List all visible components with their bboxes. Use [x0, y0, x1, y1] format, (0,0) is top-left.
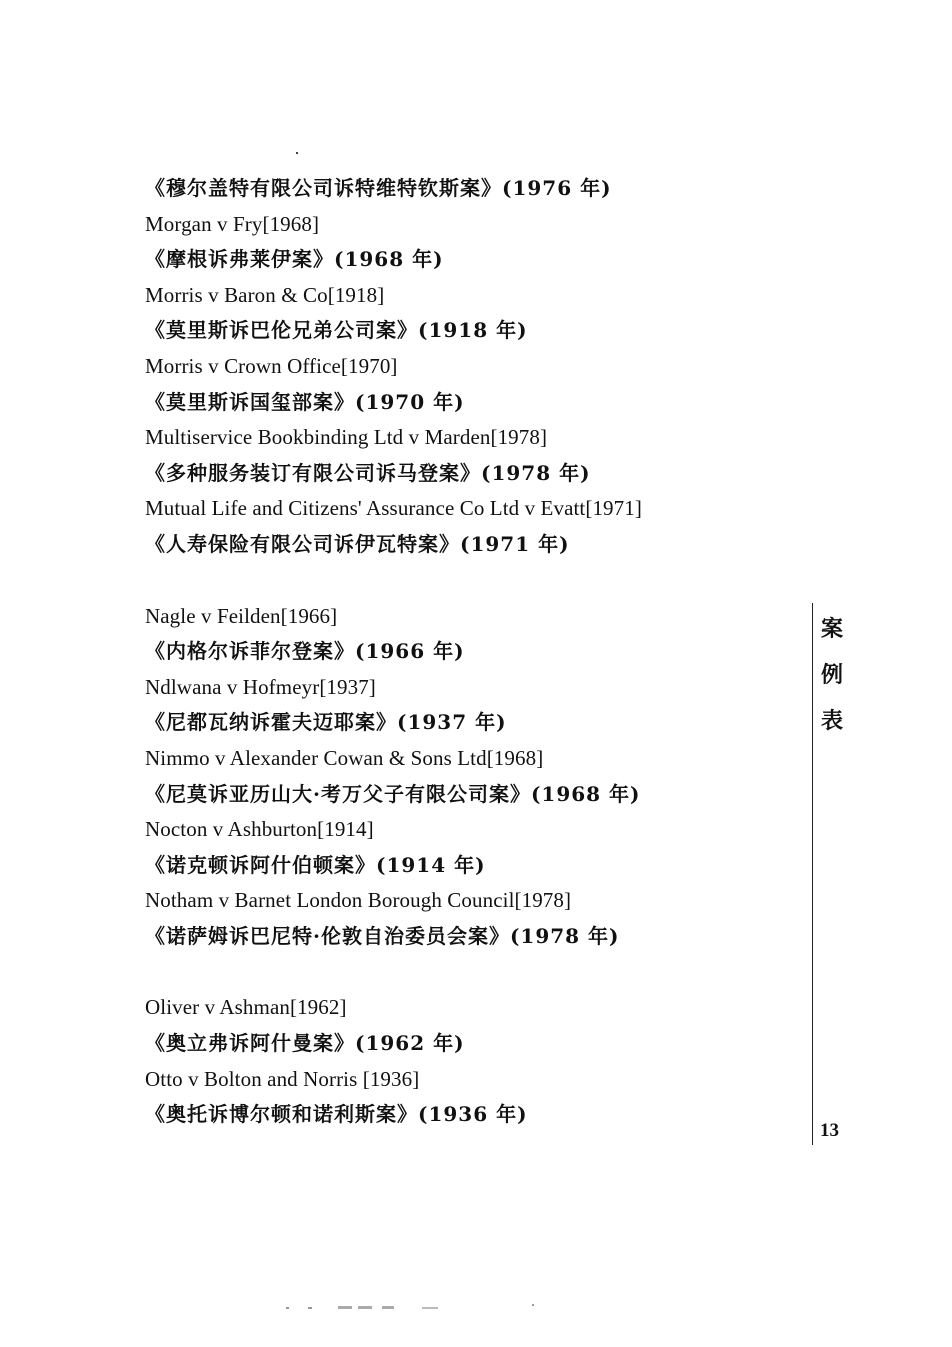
case-name-english: Nocton v Ashburton[1914] — [145, 817, 374, 842]
case-name-english: Nimmo v Alexander Cowan & Sons Ltd[1968] — [145, 745, 544, 770]
case-group — [145, 599, 785, 955]
case-name-english: Nagle v Feilden[1966] — [145, 603, 338, 628]
case-name-chinese: 《尼莫诉亚历山大·考万父子有限公司案》(1968 年) — [145, 781, 641, 806]
case-name-chinese: 《诺克顿诉阿什伯顿案》(1914 年) — [145, 852, 486, 877]
case-name-english: Notham v Barnet London Borough Council[1978] — [145, 888, 572, 913]
case-name-english: Morris v Crown Office[1970] — [145, 353, 398, 378]
case-name-chinese: 《穆尔盖特有限公司诉特维特钦斯案》(1976 年) — [145, 176, 612, 200]
case-group — [145, 990, 785, 1132]
section-title: 案例表 — [820, 616, 843, 734]
case-name-chinese: 《人寿保险有限公司诉伊瓦特案》(1971 年) — [145, 531, 570, 556]
case-name-chinese: 《尼都瓦纳诉霍夫迈耶案》(1937 年) — [145, 710, 507, 735]
case-name-english: Morgan v Fry[1968] — [145, 211, 320, 236]
case-name-english: Oliver v Ashman[1962] — [145, 995, 347, 1020]
case-name-english: Mutual Life and Citizens' Assurance Co Ltd v Evatt[1971] — [145, 496, 642, 521]
margin-rule — [812, 603, 813, 1145]
case-name-chinese: 《奥托诉博尔顿和诺利斯案》(1936 年) — [145, 1102, 528, 1127]
case-name-chinese: 《莫里斯诉巴伦兄弟公司案》(1918 年) — [145, 318, 528, 343]
case-name-chinese: 《诺萨姆诉巴尼特·伦敦自治委员会案》(1978 年) — [145, 923, 620, 948]
case-name-chinese: 《内格尔诉菲尔登案》(1966 年) — [145, 639, 465, 664]
case-list — [145, 171, 785, 1133]
case-name-english: Otto v Bolton and Norris [1936] — [145, 1066, 420, 1091]
case-name-chinese: 《莫里斯诉国玺部案》(1970 年) — [145, 389, 465, 414]
footer-marks-graphic — [286, 1304, 546, 1312]
case-name-chinese: 《摩根诉弗莱伊案》(1968 年) — [145, 247, 444, 272]
case-name-english: Ndlwana v Hofmeyr[1937] — [145, 674, 376, 699]
case-name-chinese: 《多种服务装订有限公司诉马登案》(1978 年) — [145, 460, 591, 485]
case-group — [145, 171, 785, 563]
footer-scan-marks — [286, 1304, 546, 1315]
page-number: 13 — [820, 1120, 839, 1141]
case-name-chinese: 《奥立弗诉阿什曼案》(1962 年) — [145, 1031, 465, 1056]
case-name-english: Multiservice Bookbinding Ltd v Marden[1978] — [145, 425, 548, 450]
case-name-english: Morris v Baron & Co[1918] — [145, 282, 385, 307]
scan-speck — [296, 152, 298, 154]
